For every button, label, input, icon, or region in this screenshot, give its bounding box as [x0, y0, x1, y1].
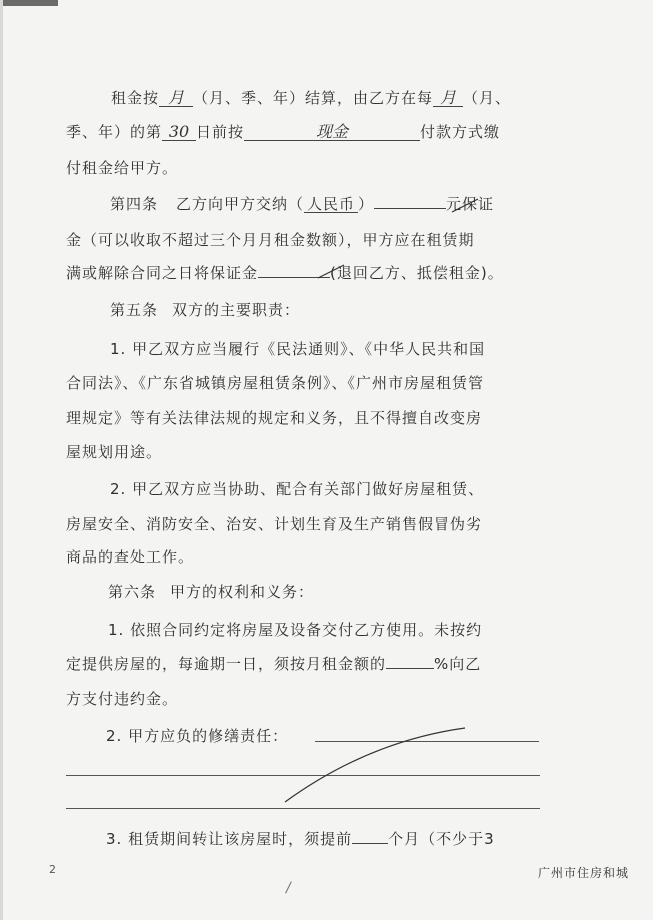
payment-day-field: 30 — [162, 124, 196, 141]
payment-month-field: 月 — [433, 90, 463, 107]
void-strike-mark — [280, 722, 470, 807]
currency-field: 人民币 — [304, 196, 358, 213]
rent-line-3: 付租金给甲方。 — [66, 159, 179, 177]
repair-duty-line-3 — [66, 808, 540, 809]
article-6-item-1-line-3: 方支付违约金。 — [66, 690, 179, 708]
issuing-organization: 广州市住房和城 — [538, 866, 630, 880]
article-6-heading: 第六条 甲方的权利和义务： — [108, 583, 315, 601]
scan-edge — [0, 0, 3, 920]
article-5-item-2-line-1: 2. 甲乙双方应当协助、配合有关部门做好房屋租赁、 — [110, 480, 485, 498]
scan-artifact-mark — [0, 0, 58, 6]
article-4-line-1: 第四条 乙方向甲方交纳（ 人民币 ） 元保证 — [110, 195, 495, 213]
rent-line-1: 租金按 月 （月、季、年）结算，由乙方在每 月 （月、 — [111, 88, 512, 107]
article-5-title: 第五条 — [110, 301, 159, 319]
page-number: 2 — [49, 863, 56, 876]
deposit-amount-field — [374, 208, 446, 209]
article-5-item-1-line-3: 理规定》等有关法律法规的规定和义务，且不得擅自改变房 — [66, 409, 483, 427]
article-6-item-3-line-1: 3. 租赁期间转让该房屋时，须提前 个月（不少于3 — [106, 830, 495, 848]
article-6-title: 第六条 — [108, 583, 157, 601]
article-6-item-2-line-1: 2. 甲方应负的修缮责任： — [106, 727, 289, 745]
deposit-return-strike-mark — [314, 263, 350, 281]
article-5-item-1-line-2: 合同法》、《广东省城镇房屋租赁条例》、《广州市房屋租赁管 — [66, 374, 485, 392]
penalty-rate-field — [386, 668, 434, 669]
payment-method-field: 现金 — [244, 124, 420, 141]
article-6-item-1-line-1: 1. 依照合同约定将房屋及设备交付乙方使用。未按约 — [108, 621, 483, 639]
article-5-item-1-line-1: 1. 甲乙双方应当履行《民法通则》、《中华人民共和国 — [110, 340, 486, 358]
bottom-page-mark: / — [286, 880, 291, 896]
article-5-heading: 第五条 双方的主要职责： — [110, 301, 301, 319]
article-6-item-1-line-2: 定提供房屋的，每逾期一日，须按月租金额的 %向乙 — [66, 655, 482, 673]
article-4-line-2: 金（可以收取不超过三个月月租金数额），甲方应在租赁期 — [66, 231, 475, 249]
rent-line-2: 季、年）的第 30 日前按 现金 付款方式缴 — [66, 122, 501, 141]
billing-period-field: 月 — [159, 90, 193, 107]
article-4-line-3: 满或解除合同之日将保证金 (退回乙方、抵偿租金)。 — [66, 264, 504, 282]
article-5-item-2-line-3: 商品的查处工作。 — [66, 548, 195, 566]
deposit-strike-mark — [448, 197, 484, 215]
article-5-item-1-line-4: 屋规划用途。 — [66, 443, 163, 461]
article-5-item-2-line-2: 房屋安全、消防安全、治安、计划生育及生产销售假冒伪劣 — [66, 515, 483, 533]
article-4-title: 第四条 — [110, 195, 159, 213]
notice-months-field — [352, 843, 388, 844]
